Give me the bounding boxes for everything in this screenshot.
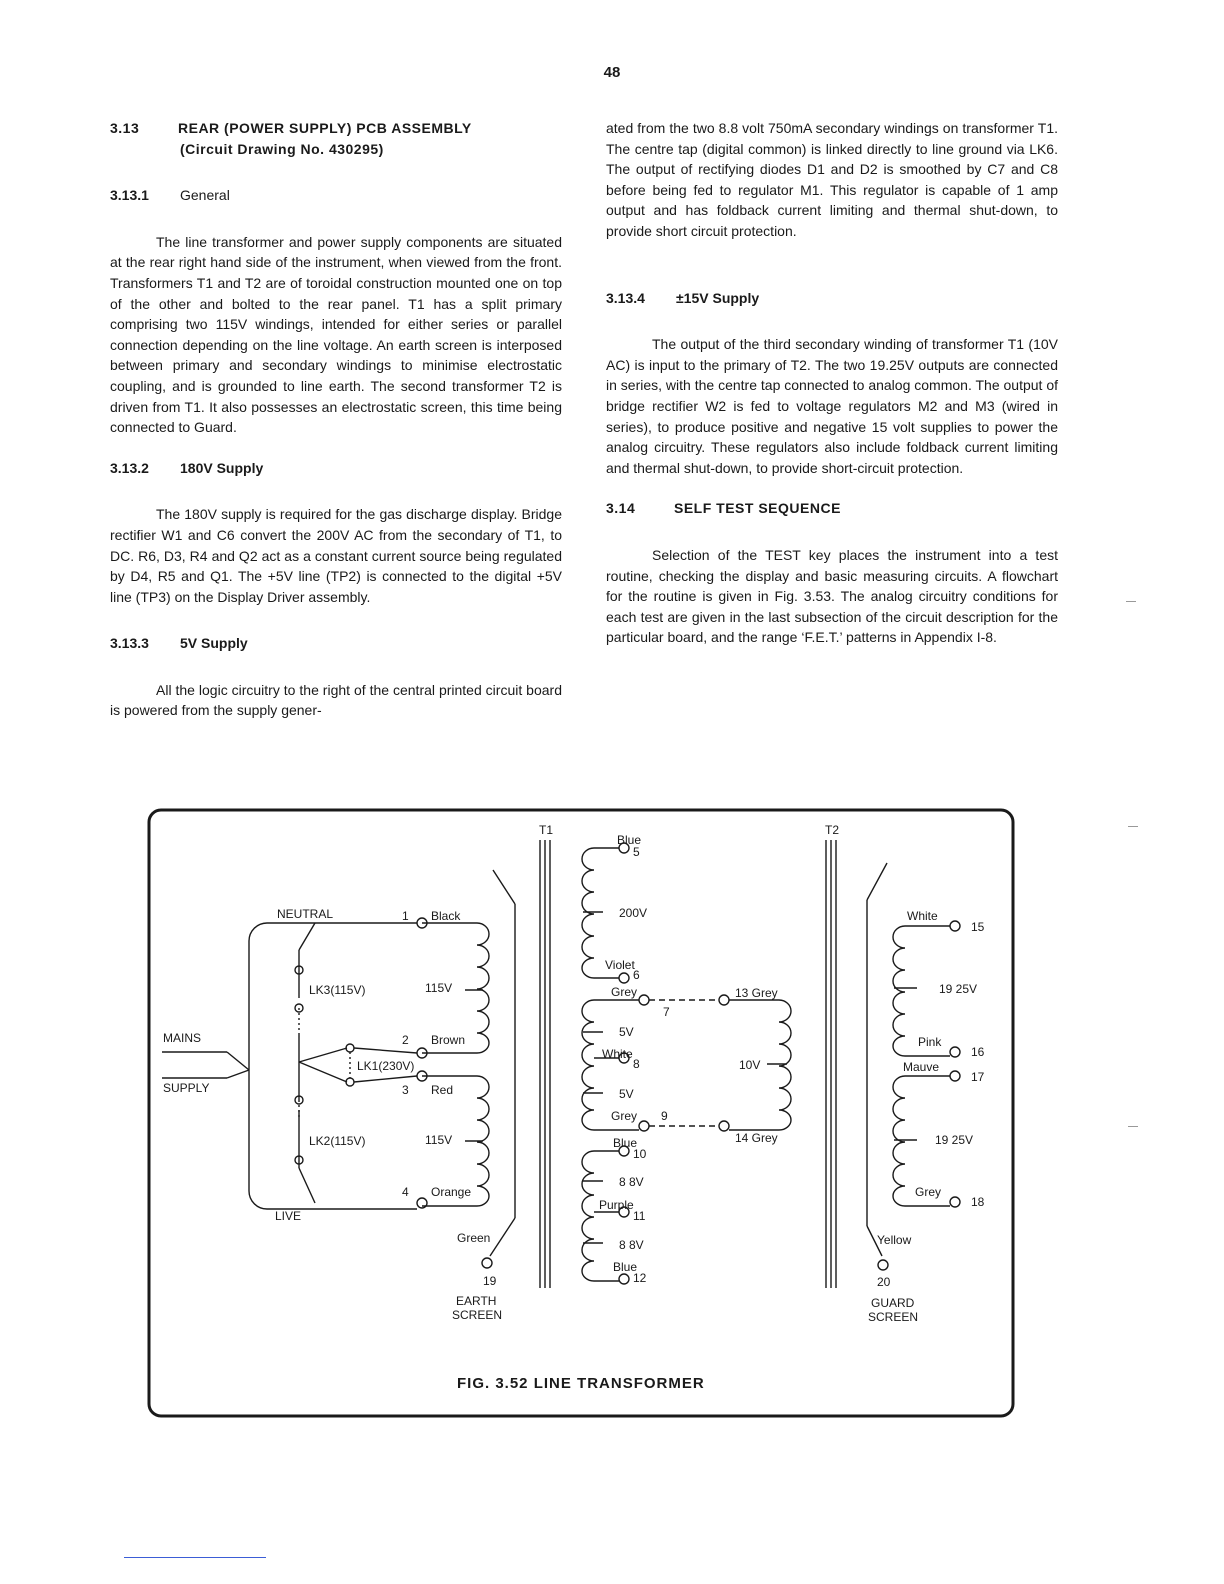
wire-grey-9: Grey	[611, 1109, 638, 1123]
pin-7: 7	[663, 1005, 670, 1019]
section-number: 3.13.3	[110, 635, 149, 652]
paragraph-5v-continued: ated from the two 8.8 volt 750mA secondary windings on transformer T1. The centre tap (digital common) is linked directly to line ground via LK6. The output of rectifying diodes D1 and D2 is smoothed by C7 and C8 before being fed to regulator M1. This regulator is capable of 1 amp output and has foldback current limiting and thermal shut-down, to provide short circuit protection.	[606, 120, 1058, 239]
t2-primary-10v	[649, 995, 791, 1131]
voltage-200v: 200V	[619, 906, 648, 920]
wire-green: Green	[457, 1231, 491, 1245]
voltage-115v-upper: 115V	[425, 981, 453, 995]
section-number: 3.13.4	[606, 289, 645, 306]
pin-5: 5	[633, 845, 640, 859]
pin-17: 17	[971, 1070, 985, 1084]
lk1-label: LK1(230V)	[357, 1059, 415, 1073]
lk3-label: LK3(115V)	[309, 983, 366, 997]
pin-4: 4	[402, 1185, 409, 1199]
wire-grey-18: Grey	[915, 1185, 942, 1199]
section-number: 3.13.2	[110, 459, 149, 476]
section-number: 3.13	[110, 120, 140, 136]
wire-red: Red	[431, 1083, 454, 1097]
lk2-label: LK2(115V)	[309, 1134, 366, 1148]
guard-screen	[867, 863, 888, 1270]
wire-blue-12: Blue	[613, 1260, 638, 1274]
paragraph-180v: The 180V supply is required for the gas discharge display. Bridge rectifier W1 and C6 convert the 200V AC from the secondary of T1, to DC. R6, D3, R4 and Q2 act as a constant current source being regulated by D4, R5 and Q1. The +5V line (TP2) is connected to the digital +5V line (TP3) on the Display Driver assembly.	[110, 506, 562, 605]
earth-screen-label-1: EARTH	[456, 1294, 497, 1308]
t1-core	[540, 840, 550, 1288]
live-label: LIVE	[275, 1209, 302, 1223]
voltage-8v8-upper: 8 8V	[619, 1175, 644, 1189]
pin-6: 6	[633, 968, 640, 982]
section-3-13-heading	[110, 118, 562, 159]
mains-label: MAINS	[163, 1031, 202, 1045]
section-3-14-heading	[606, 498, 1058, 519]
wire-brown: Brown	[431, 1033, 466, 1047]
section-subtitle: (Circuit Drawing No. 430295)	[180, 140, 384, 157]
pin-16: 16	[971, 1045, 985, 1059]
pin-8: 8	[633, 1057, 640, 1071]
wire-white-15: White	[907, 909, 938, 923]
section-title: 180V Supply	[180, 459, 264, 476]
pin-19: 19	[483, 1274, 497, 1288]
pin-9: 9	[661, 1109, 668, 1123]
voltage-8v8-lower: 8 8V	[619, 1238, 644, 1252]
wire-blue-5: Blue	[617, 833, 642, 847]
wire-white-8: White	[602, 1047, 633, 1061]
margin-mark	[1126, 601, 1136, 602]
wire-yellow: Yellow	[877, 1233, 912, 1247]
wire-pink: Pink	[918, 1035, 942, 1049]
section-title: SELF TEST SEQUENCE	[674, 500, 841, 517]
pin-10: 10	[633, 1147, 647, 1161]
pin-11: 11	[633, 1209, 646, 1223]
section-title: 5V Supply	[180, 635, 248, 652]
section-number: 3.14	[606, 500, 636, 517]
t2-label: T2	[825, 823, 840, 837]
left-column	[110, 118, 562, 721]
margin-mark	[1128, 1126, 1138, 1127]
voltage-5v-upper: 5V	[619, 1025, 634, 1039]
voltage-115v-lower: 115V	[425, 1133, 453, 1147]
paragraph-self-test: Selection of the TEST key places the instrument into a test routine, checking the display and basic measuring circuits. A flowchart for the routine is given in Fig. 3.53. The analog circuitry conditions for each test are given in the last subsection of the circuit description for the particular board, and the range ‘F.E.T.’ patterns in Appendix I-8.	[606, 546, 1058, 646]
section-3-13-3-heading	[110, 633, 562, 654]
paragraph-15v: The output of the third secondary winding of transformer T1 (10V AC) is input to the primary of T2. The two 19.25V outputs are connected in series, with the centre tap connected to analog common. The output of bridge rectifier W2 is fed to voltage regulators M2 and M3 (wired in series), to produce positive and negative 15 volt supplies to power the analog circuitry. These regulators also include foldback current limiting and thermal shut-down, to provide short-circuit protection.	[606, 336, 1058, 476]
section-3-13-2-heading	[110, 458, 562, 479]
wire-grey-7: Grey	[611, 985, 638, 999]
right-column	[606, 118, 1058, 648]
pin-14-grey: 14 Grey	[735, 1131, 778, 1145]
wire-violet: Violet	[605, 958, 635, 972]
section-3-13-1-heading	[110, 185, 562, 206]
pin-15: 15	[971, 920, 985, 934]
scan-artifact-line	[124, 1557, 266, 1558]
t2-core	[826, 840, 836, 1288]
pin-2: 2	[402, 1033, 409, 1047]
voltage-10v: 10V	[739, 1058, 761, 1072]
neutral-label: NEUTRAL	[277, 907, 334, 921]
figure-caption: FIG. 3.52 LINE TRANSFORMER	[457, 1375, 705, 1392]
wire-orange: Orange	[431, 1185, 472, 1199]
voltage-5v-lower: 5V	[619, 1087, 634, 1101]
pin-12: 12	[633, 1271, 647, 1285]
margin-mark	[1128, 826, 1138, 827]
paragraph-general: The line transformer and power supply components are situated at the rear right hand side of the instrument, when viewed from the front. Transformers T1 and T2 are of toroidal construction mounted one on top of the other and bolted to the rear panel. T1 has a split primary comprising two 115V windings, intended for either series or parallel connection depending on the line voltage. An earth screen is interposed between primary and secondary windings to minimise electrostatic coupling, and is grounded to line earth. The second transformer T2 is driven from T1. It also possesses an electrostatic screen, this time being connected to Guard.	[110, 233, 562, 436]
wire-purple: Purple	[599, 1198, 634, 1212]
pin-18: 18	[971, 1195, 985, 1209]
supply-label: SUPPLY	[163, 1081, 210, 1095]
section-3-13-4-heading	[606, 288, 1058, 309]
voltage-19v25-upper: 19 25V	[939, 982, 978, 996]
pin-3: 3	[402, 1083, 409, 1097]
wire-mauve: Mauve	[903, 1060, 940, 1074]
line-transformer-figure	[147, 808, 1015, 1420]
section-title: General	[180, 187, 230, 204]
pin-13-grey: 13 Grey	[735, 986, 778, 1000]
wire-black: Black	[431, 909, 461, 923]
page-number: 48	[603, 64, 621, 81]
wire-blue-10: Blue	[613, 1136, 638, 1150]
section-title: REAR (POWER SUPPLY) PCB ASSEMBLY	[178, 120, 472, 136]
paragraph-5v: All the logic circuitry to the right of the central printed circuit board is powered from the supply gener-	[110, 681, 562, 719]
voltage-19v25-lower: 19 25V	[935, 1133, 974, 1147]
section-title: ±15V Supply	[676, 289, 760, 306]
section-number: 3.13.1	[110, 187, 149, 204]
pin-1: 1	[402, 909, 409, 923]
earth-screen	[482, 870, 515, 1268]
figure-frame	[149, 810, 1013, 1416]
guard-screen-label-1: GUARD	[871, 1296, 915, 1310]
t1-label: T1	[539, 823, 554, 837]
pin-20: 20	[877, 1275, 891, 1289]
earth-screen-label-2: SCREEN	[452, 1308, 503, 1322]
guard-screen-label-2: SCREEN	[868, 1310, 919, 1324]
transformer-schematic	[147, 808, 1015, 1420]
